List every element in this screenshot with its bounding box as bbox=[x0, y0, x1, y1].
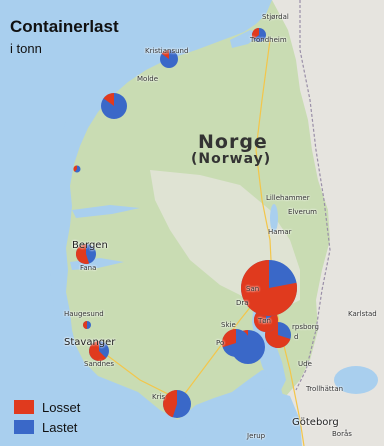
place-label: Elverum bbox=[288, 208, 317, 216]
place-label: Kristiansund bbox=[145, 47, 189, 55]
place-label: Po bbox=[216, 339, 225, 347]
legend-item-lastet bbox=[14, 417, 80, 437]
place-label: Molde bbox=[137, 75, 159, 83]
legend-swatch-losset bbox=[14, 400, 34, 414]
pie-kristiansand bbox=[163, 390, 191, 418]
place-label: Bergen bbox=[72, 240, 108, 251]
place-label: Haugesund bbox=[64, 310, 104, 318]
pie-haugesund bbox=[83, 321, 91, 329]
place-label: Borås bbox=[332, 430, 352, 438]
place-label: Sandnes bbox=[84, 360, 115, 368]
place-label: Trollhättan bbox=[306, 385, 344, 393]
place-label: Tøn bbox=[258, 317, 271, 325]
map-subtitle: i tonn bbox=[10, 41, 42, 56]
place-label: Ude bbox=[298, 360, 312, 368]
place-label: Trondheim bbox=[250, 36, 287, 44]
place-label: Hamar bbox=[268, 228, 292, 236]
legend-swatch-lastet bbox=[14, 420, 34, 434]
place-label: Lillehammer bbox=[266, 194, 310, 202]
place-label: Kris bbox=[152, 393, 166, 401]
place-label: Stavanger bbox=[64, 337, 116, 348]
pie-larvik bbox=[222, 329, 250, 357]
country-label: Norge bbox=[198, 131, 268, 153]
place-label: Karlstad bbox=[348, 310, 377, 318]
place-label: San bbox=[246, 285, 260, 293]
place-label: Fana bbox=[80, 264, 97, 272]
place-label: d bbox=[294, 333, 299, 341]
legend bbox=[14, 397, 80, 437]
country-label-en: (Norway) bbox=[191, 151, 272, 167]
place-label: Jerup bbox=[247, 432, 266, 440]
place-label: rpsborg bbox=[292, 323, 319, 331]
place-label: Stjørdal bbox=[262, 13, 289, 21]
pie-alesund bbox=[101, 93, 127, 119]
legend-label: Losset bbox=[42, 399, 81, 415]
place-label: Göteborg bbox=[292, 417, 339, 428]
place-label: Skie bbox=[221, 321, 236, 329]
legend-label: Lastet bbox=[42, 419, 78, 435]
place-label: Dra bbox=[236, 299, 249, 307]
legend-item-losset bbox=[14, 397, 80, 417]
map-title: Containerlast bbox=[10, 17, 119, 36]
pie-floro bbox=[74, 166, 81, 173]
